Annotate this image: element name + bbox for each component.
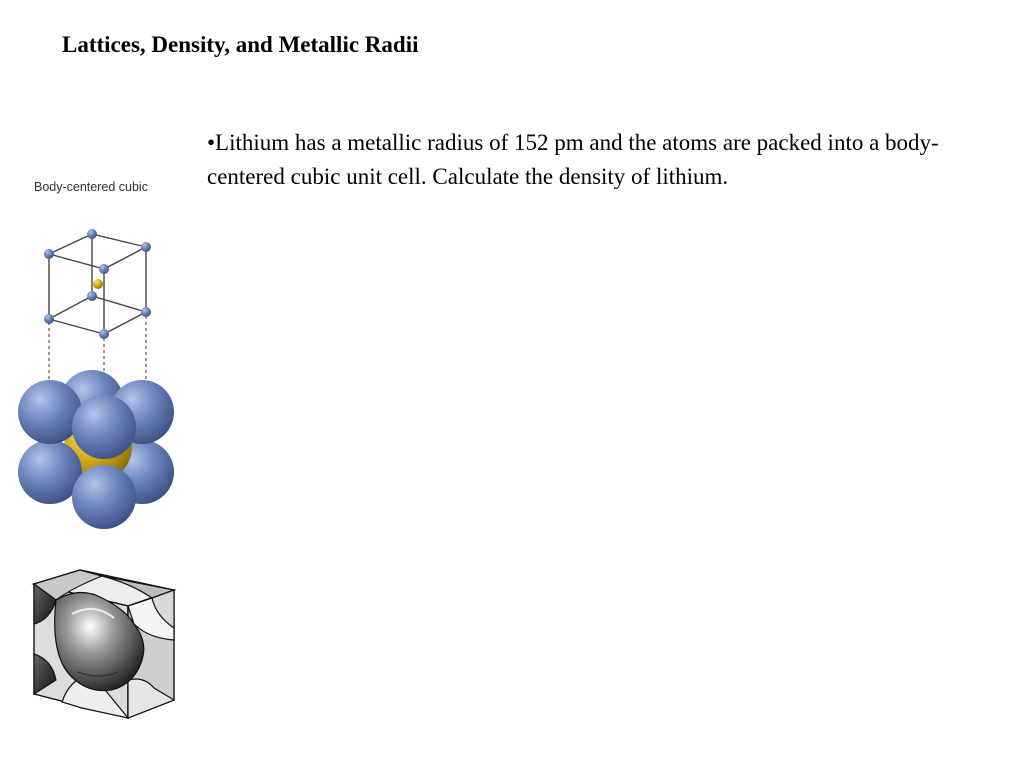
bcc-unit-cell-illustration (10, 222, 190, 542)
problem-text: •Lithium has a metallic radius of 152 pm and the atoms are packed into a body-centered cubic unit cell. Calculate the density of lithium. (207, 130, 939, 189)
slide-title: Lattices, Density, and Metallic Radii (62, 32, 419, 57)
space-filling-model (18, 370, 174, 529)
bcc-cutaway-illustration (22, 568, 182, 728)
figure-label: Body-centered cubic (34, 180, 148, 194)
